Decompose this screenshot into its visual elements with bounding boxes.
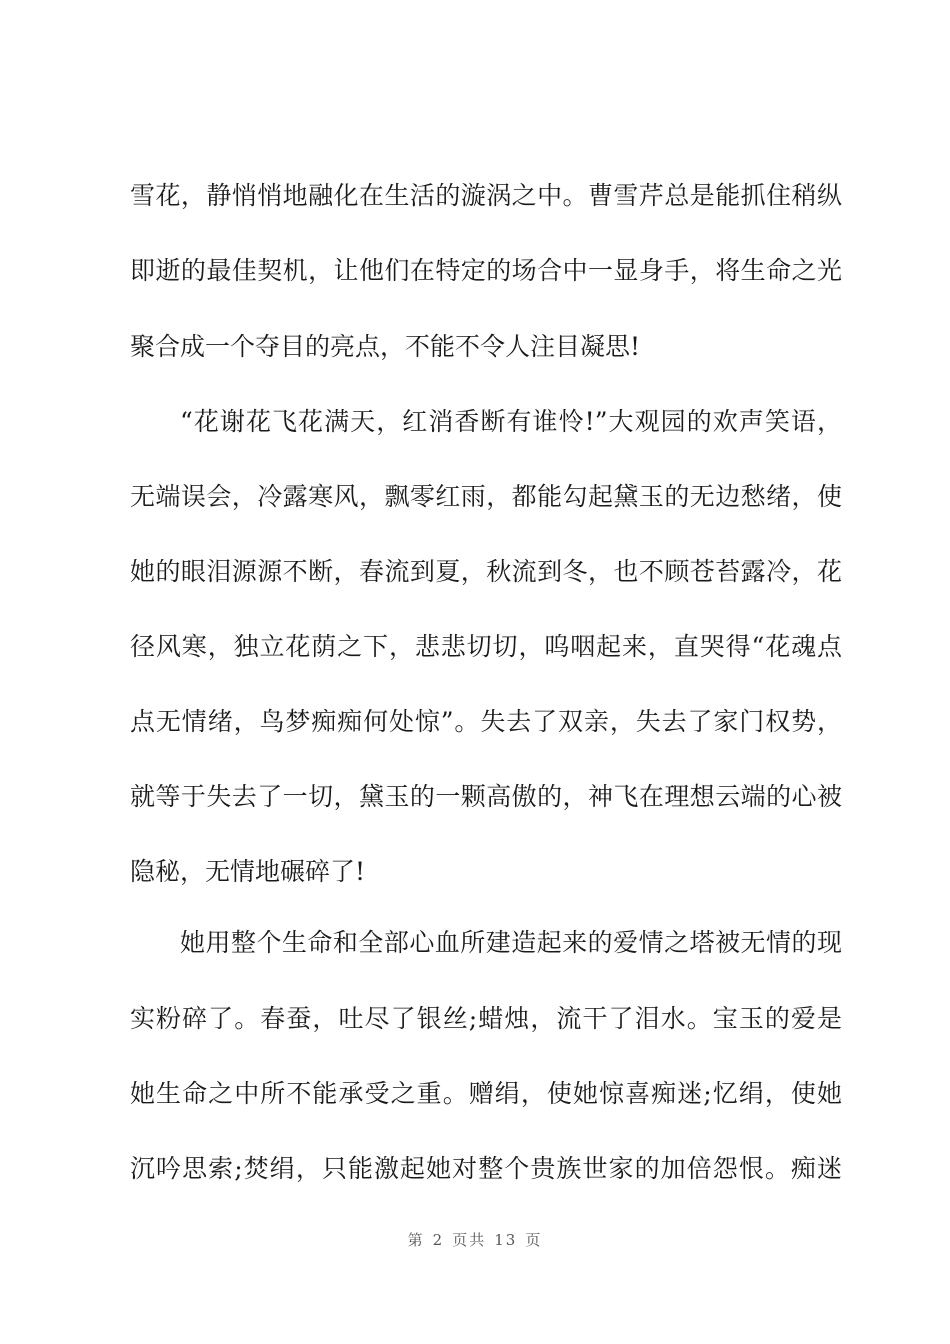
text-line: 雪花，静悄悄地融化在生活的漩涡之中。曹雪芹总是能抓住稍纵 bbox=[130, 181, 842, 210]
text-line: 径风寒，独立花荫之下，悲悲切切，呜咽起来，直哭得“花魂点 bbox=[130, 632, 842, 661]
text-line: 她的眼泪源源不断，春流到夏，秋流到冬，也不顾苍苔露冷，花 bbox=[130, 557, 842, 586]
footer-label-of: 页共 bbox=[452, 1231, 487, 1249]
text-line: 聚合成一个夺目的亮点，不能不令人注目凝思! bbox=[130, 332, 641, 361]
footer-label-end: 页 bbox=[525, 1231, 543, 1249]
text-line: 她生命之中所不能承受之重。赠绢，使她惊喜痴迷;忆绢，使她 bbox=[130, 1079, 842, 1108]
text-line: “花谢花飞花满天，红消香断有谁怜!”大观园的欢声笑语， bbox=[180, 407, 842, 436]
footer-current-page: 2 bbox=[432, 1231, 445, 1249]
text-line: 无端误会，冷露寒风，飘零红雨，都能勾起黛玉的无边愁绪，使 bbox=[130, 482, 842, 511]
text-line: 她用整个生命和全部心血所建造起来的爱情之塔被无情的现 bbox=[180, 928, 842, 957]
text-line: 即逝的最佳契机，让他们在特定的场合中一显身手，将生命之光 bbox=[130, 256, 842, 285]
footer-label-page: 第 bbox=[407, 1231, 425, 1249]
text-line: 点无情绪，鸟梦痴痴何处惊”。失去了双亲，失去了家门权势， bbox=[130, 707, 842, 736]
text-line: 沉吟思索;焚绢，只能激起她对整个贵族世家的加倍怨恨。痴迷 bbox=[130, 1154, 842, 1183]
text-line: 实粉碎了。春蚕，吐尽了银丝;蜡烛，流干了泪水。宝玉的爱是 bbox=[130, 1004, 842, 1033]
text-line: 隐秘，无情地碾碎了! bbox=[130, 857, 366, 886]
page-footer bbox=[0, 1229, 950, 1250]
text-line: 就等于失去了一切，黛玉的一颗高傲的，神飞在理想云端的心被 bbox=[130, 782, 842, 811]
footer-total-pages: 13 bbox=[494, 1231, 518, 1249]
